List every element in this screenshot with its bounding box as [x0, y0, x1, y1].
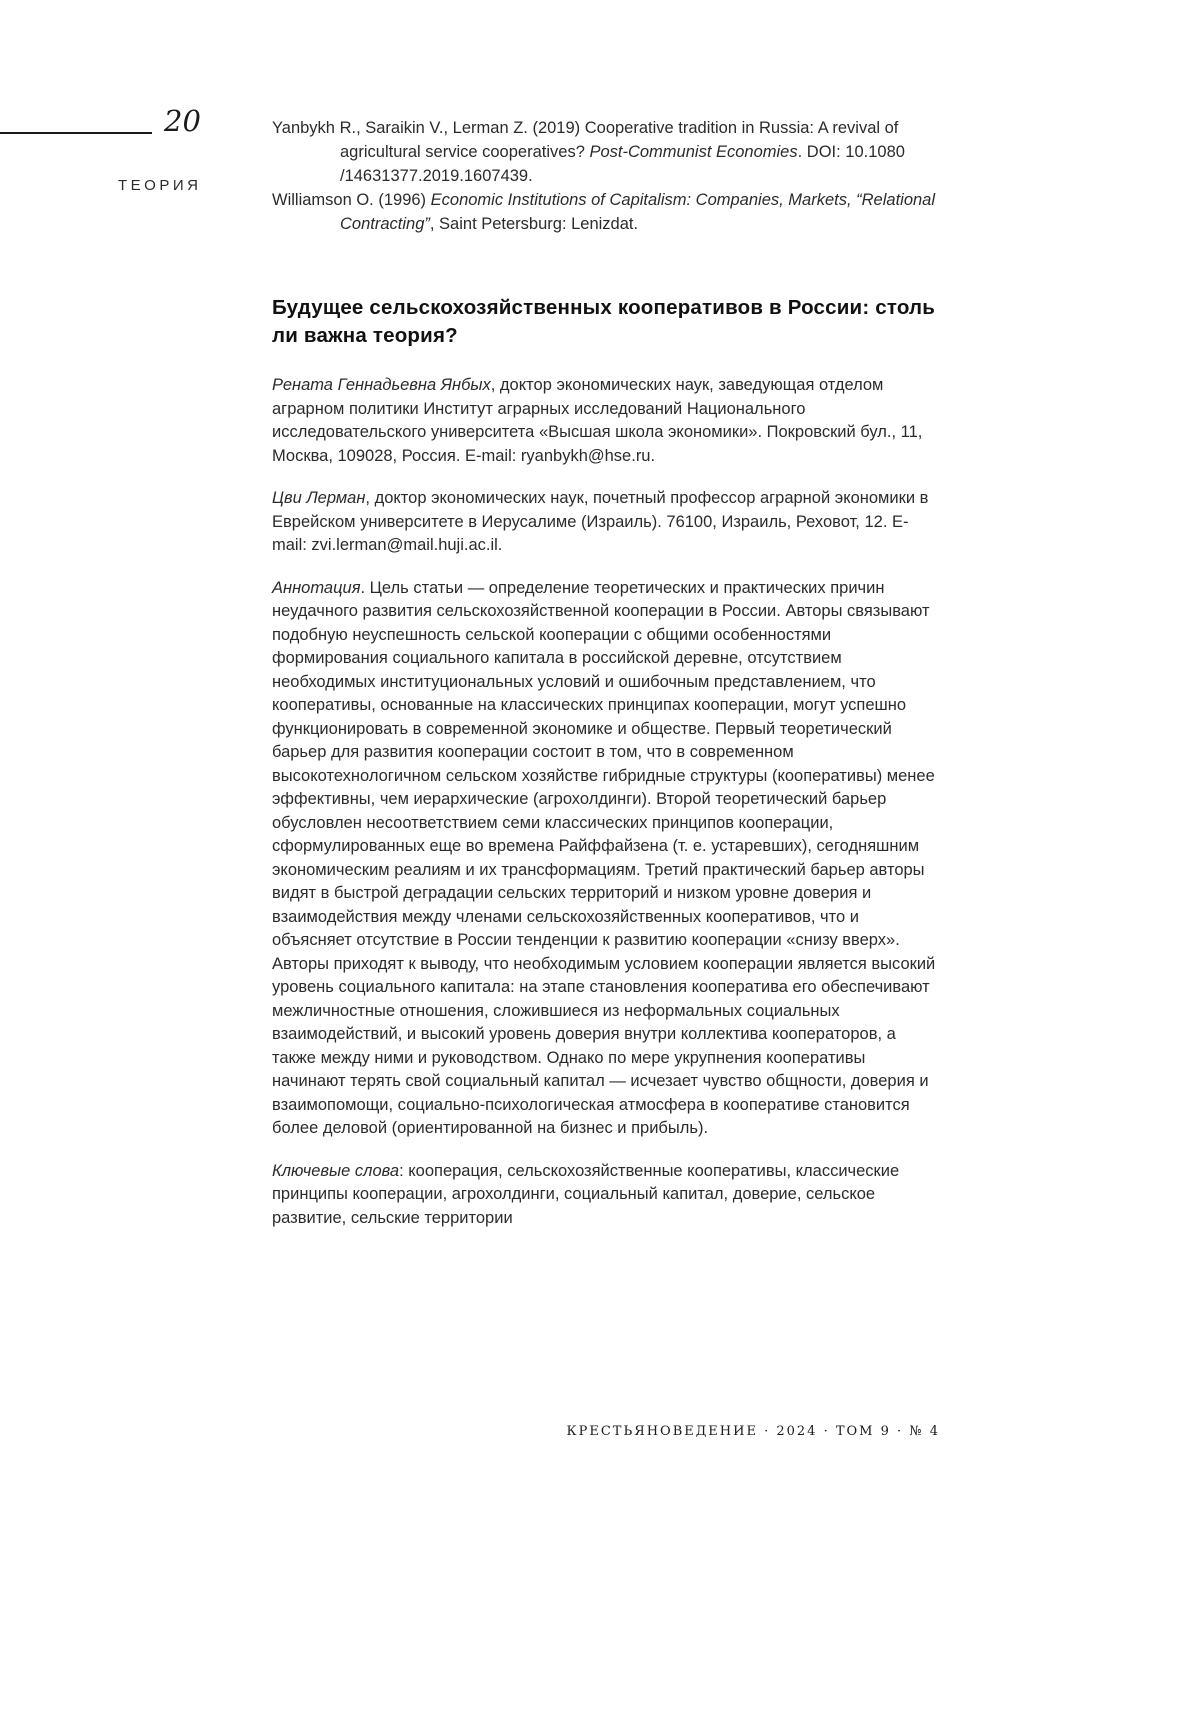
- keywords-text: : кооперация, сельскохозяйственные кооперативы, классические принципы кооперации, агрохолдинги, социальный капитал, доверие, сельское развитие, сельские территории: [272, 1161, 900, 1227]
- keywords-block: [272, 1160, 940, 1231]
- article-content: [272, 116, 940, 1249]
- keywords-label: Ключевые слова: [272, 1161, 400, 1180]
- abstract-label: Аннотация: [272, 578, 361, 597]
- reference-text-post: , Saint Petersburg: Lenizdat.: [429, 215, 639, 233]
- reference-entry: [272, 188, 940, 236]
- author-block: [272, 487, 940, 558]
- author-name: Цви Лерман: [272, 489, 366, 507]
- article-title: Будущее сельскохозяйственных кооперативов в России: столь ли важна теория?: [272, 296, 936, 347]
- reference-book-title: Economic Institutions of Capitalism: Companies, Markets, “Relational Contracting”: [340, 191, 936, 233]
- reference-entry: [272, 116, 940, 188]
- reference-text-pre: Williamson O. (1996): [272, 191, 431, 209]
- reference-list: [272, 116, 940, 236]
- abstract-text: . Цель статьи — определение теоретических и практических причин неудачного развития сельскохозяйственной кооперации в России. Авторы связывают подобную неуспешность сельской кооперации с общими особенностями формирования социального капитала в российской деревне, отсутствием необходимых институциональных условий и ошибочным представлением, что кооперативы, основанные на классических принципах кооперации, могут успешно функционировать в современной экономике и обществе. Первый теоретический барьер для развития кооперации состоит в том, что в современном высокотехнологичном сельском хозяйстве гибридные структуры (кооперативы) менее эффективны, чем иерархические (агрохолдинги). Второй теоретический барьер обусловлен несоответствием семи классических принципов кооперации, сформулированных еще во времена Райффайзена (т. е. устаревших), сегодняшним экономическим реалиям и их трансформациям. Третий практический барьер авторы видят в быстрой деградации сельских территорий и низком уровне доверия и взаимодействия между членами сельскохозяйственных кооперативов, что и объясняет отсутствие в России тенденции к развитию кооперации «снизу вверх». Авторы приходят к выводу, что необходимым условием кооперации является высокий уровень социального капитала: на этапе становления кооператива его обеспечивают межличностные отношения, сложившиеся из неформальных социальных взаимодействий, и высокий уровень доверия внутри коллектива кооператоров, а также между ними и руководством. Однако по мере укрупнения кооперативы начинают терять свой социальный капитал — исчезает чувство общности, доверия и взаимопомощи, социально-психологическая атмосфера в кооперативе становится более деловой (ориентированной на бизнес и прибыль).: [272, 578, 936, 1137]
- margin-divider-rule: [0, 132, 152, 134]
- section-label: ТЕОРИЯ: [118, 177, 202, 194]
- abstract-block: [272, 577, 940, 1141]
- journal-footer: КРЕСТЬЯНОВЕДЕНИЕ · 2024 · ТОМ 9 · № 4: [566, 1424, 940, 1439]
- reference-text-post: . DOI: 10.1080 /14631377.2019.1607439.: [340, 143, 905, 185]
- author-block: [272, 374, 940, 468]
- author-details: , доктор экономических наук, почетный профессор аграрной экономики в Еврейском университете в Иерусалиме (Израиль). 76100, Израиль, Реховот, 12. E-mail: zvi.lerman@mail.huji.ac.il.: [272, 489, 929, 554]
- reference-text-pre: Yanbykh R., Saraikin V., Lerman Z. (2019) Cooperative tradition in Russia: A revival of agricultural service cooperatives?: [272, 119, 899, 161]
- author-name: Рената Геннадьевна Янбых: [272, 376, 491, 394]
- reference-journal-title: Post-Communist Economies: [589, 143, 798, 161]
- page-number: 20: [164, 104, 201, 138]
- author-details: , доктор экономических наук, заведующая отделом аграрном политики Институт аграрных исследований Национального исследовательского университета «Высшая школа экономики». Покровский бул., 11, Москва, 109028, Россия. E-mail: ryanbykh@hse.ru.: [272, 376, 923, 465]
